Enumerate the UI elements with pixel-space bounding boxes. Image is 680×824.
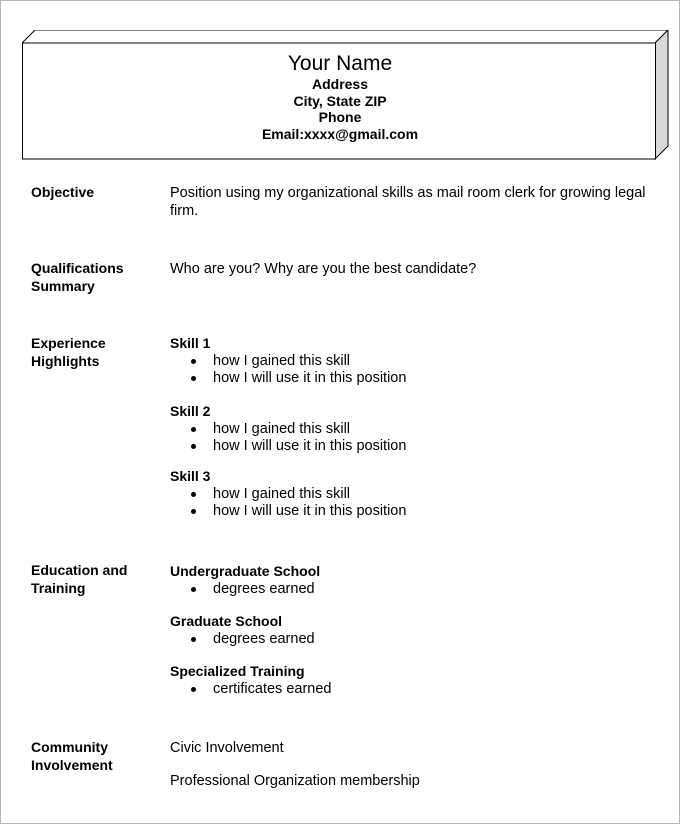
experience-label-line2: Highlights bbox=[31, 352, 100, 369]
skill-title: Skill 1 bbox=[170, 335, 211, 351]
list-item bbox=[170, 631, 650, 649]
community-line-2: Professional Organization membership bbox=[170, 773, 420, 789]
qualifications-label-line2: Summary bbox=[31, 277, 95, 294]
education-label-line1: Education and bbox=[31, 562, 128, 578]
list-item bbox=[170, 581, 650, 599]
skill-bullets bbox=[170, 353, 650, 388]
bullet-text: how I will use it in this position bbox=[213, 503, 407, 519]
community-label bbox=[31, 739, 161, 774]
experience-label bbox=[31, 335, 161, 370]
experience-label-line1: Experience bbox=[31, 335, 106, 351]
applicant-name: Your Name bbox=[287, 52, 393, 75]
education-title: Specialized Training bbox=[170, 663, 305, 679]
list-item bbox=[170, 681, 650, 699]
bullet-icon bbox=[191, 444, 196, 449]
list-item bbox=[170, 438, 650, 456]
header-contact bbox=[22, 52, 658, 142]
objective-label-text: Objective bbox=[31, 184, 95, 200]
phone: Phone bbox=[318, 109, 362, 125]
qualifications-label-line1: Qualifications bbox=[31, 260, 124, 276]
skill-block-2 bbox=[170, 403, 650, 456]
bullet-icon bbox=[191, 587, 196, 592]
bullet-text: how I will use it in this position bbox=[213, 370, 407, 386]
skill-block-3 bbox=[170, 468, 650, 521]
bullet-text: how I gained this skill bbox=[213, 485, 351, 502]
education-label-line2: Training bbox=[31, 579, 86, 596]
skill-title: Skill 3 bbox=[170, 468, 211, 484]
education-bullets bbox=[170, 681, 650, 699]
bullet-text: how I gained this skill bbox=[213, 420, 351, 437]
bullet-text: how I will use it in this position bbox=[213, 438, 407, 454]
list-item bbox=[170, 421, 650, 439]
list-item bbox=[170, 370, 650, 388]
bullet-text: degrees earned bbox=[213, 580, 315, 597]
community-label-line2: Involvement bbox=[31, 756, 113, 773]
education-item-1 bbox=[170, 563, 650, 598]
bullet-text: certificates earned bbox=[213, 680, 332, 697]
bullet-icon bbox=[191, 637, 196, 642]
bullet-icon bbox=[191, 687, 196, 692]
education-bullets bbox=[170, 581, 650, 599]
list-item bbox=[170, 503, 650, 521]
bullet-icon bbox=[191, 509, 196, 514]
skill-block-1 bbox=[170, 335, 650, 388]
community-label-line1: Community bbox=[31, 739, 108, 755]
address: Address bbox=[311, 76, 369, 92]
education-title: Undergraduate School bbox=[170, 563, 321, 579]
skill-title: Skill 2 bbox=[170, 403, 211, 419]
email: Email:xxxx@gmail.com bbox=[261, 125, 419, 142]
education-item-3 bbox=[170, 663, 650, 698]
education-title: Graduate School bbox=[170, 613, 283, 629]
list-item bbox=[170, 353, 650, 371]
bullet-icon bbox=[191, 492, 196, 497]
list-item bbox=[170, 486, 650, 504]
bullet-icon bbox=[191, 427, 196, 432]
city-state-zip: City, State ZIP bbox=[293, 92, 387, 109]
objective-text: Position using my organizational skills as mail room clerk for growing legal firm. bbox=[170, 185, 646, 219]
education-label bbox=[31, 562, 161, 597]
bullet-icon bbox=[191, 376, 196, 381]
community-line-1: Civic Involvement bbox=[170, 740, 284, 756]
objective-label bbox=[31, 184, 161, 202]
qualifications-text: Who are you? Why are you the best candidate? bbox=[170, 261, 477, 277]
qualifications-label bbox=[31, 260, 161, 295]
bullet-text: how I gained this skill bbox=[213, 352, 351, 369]
bullet-icon bbox=[191, 359, 196, 364]
skill-bullets bbox=[170, 486, 650, 521]
education-bullets bbox=[170, 631, 650, 649]
education-item-2 bbox=[170, 613, 650, 648]
skill-bullets bbox=[170, 421, 650, 456]
bullet-text: degrees earned bbox=[213, 630, 315, 647]
